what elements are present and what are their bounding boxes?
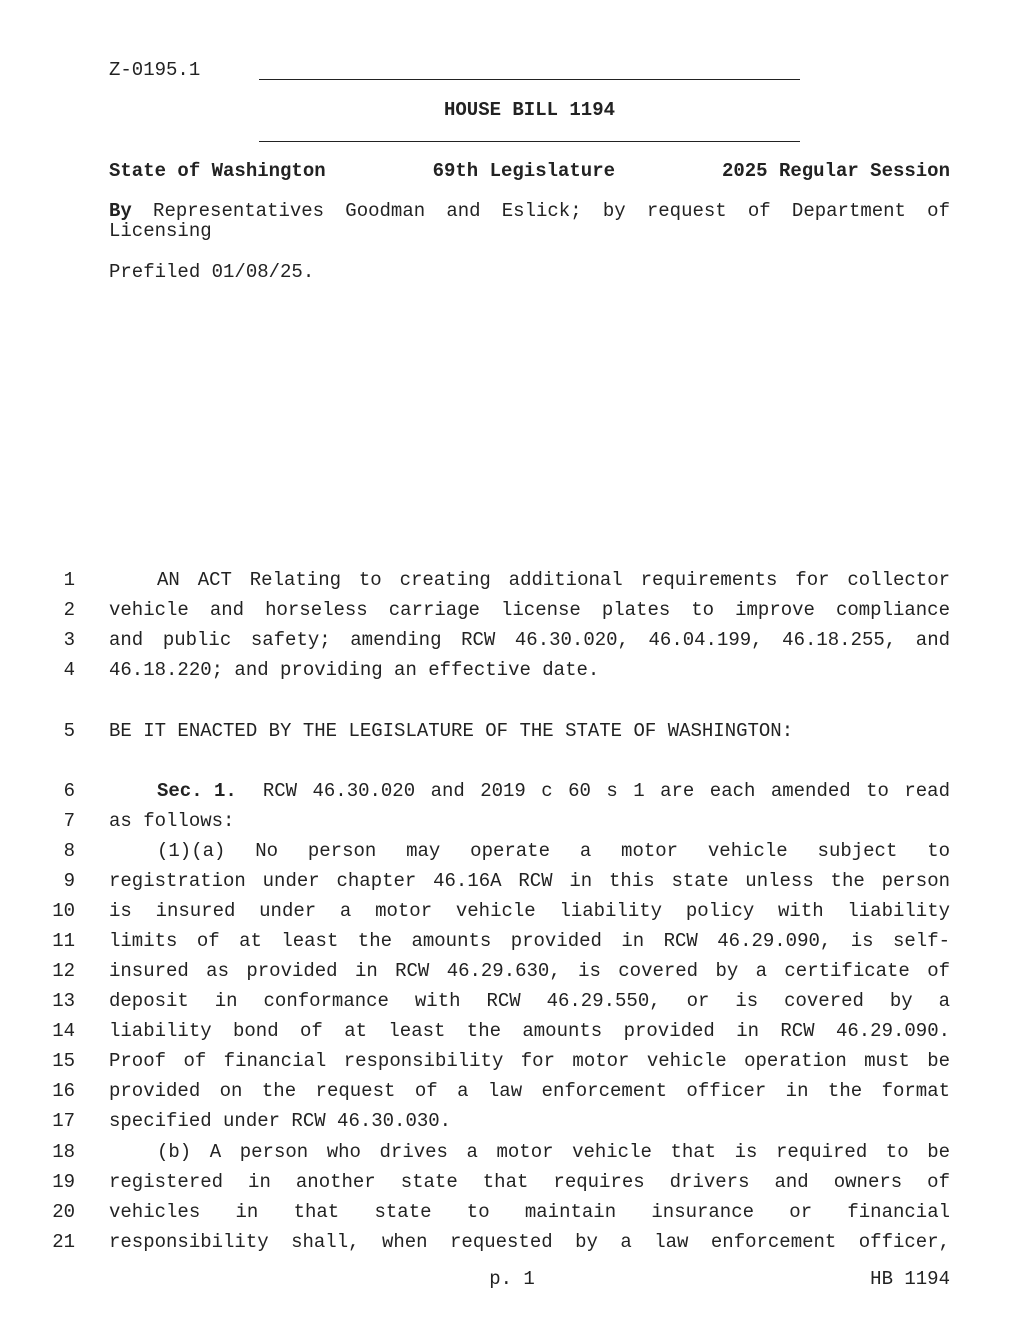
bill-line xyxy=(0,720,1024,750)
line-number: 7 xyxy=(63,810,75,832)
line-text: RCW 46.30.020 and 2019 c 60 s 1 are each amended to read xyxy=(262,780,950,802)
line-text: insured as provided in RCW 46.29.630, is covered by a certificate of xyxy=(109,960,950,982)
bill-line xyxy=(0,900,1024,930)
line-text: (1)(a) No person may operate a motor vehicle subject to xyxy=(157,840,950,862)
page-number: p. 1 xyxy=(489,1268,535,1290)
bill-line xyxy=(0,629,1024,659)
line-text: liability bond of at least the amounts provided in RCW 46.29.090. xyxy=(109,1020,950,1042)
bill-line xyxy=(0,1080,1024,1110)
line-number: 20 xyxy=(52,1201,75,1223)
line-number: 9 xyxy=(63,870,75,892)
line-number: 21 xyxy=(52,1231,75,1253)
bill-line xyxy=(0,960,1024,990)
section-label: Sec. 1. xyxy=(157,780,237,802)
bill-line xyxy=(0,840,1024,870)
bill-line xyxy=(0,1201,1024,1231)
line-number: 10 xyxy=(52,900,75,922)
line-number: 19 xyxy=(52,1171,75,1193)
line-number: 6 xyxy=(63,780,75,802)
line-text: as follows: xyxy=(109,810,235,832)
line-text: 46.18.220; and providing an effective date. xyxy=(109,659,600,681)
line-text: (b) A person who drives a motor vehicle that is required to be xyxy=(157,1141,950,1163)
line-number: 15 xyxy=(52,1050,75,1072)
bill-line xyxy=(0,1050,1024,1080)
enacting-clause: BE IT ENACTED BY THE LEGISLATURE OF THE STATE OF WASHINGTON: xyxy=(109,720,794,742)
line-number: 17 xyxy=(52,1110,75,1132)
session-label: 2025 Regular Session xyxy=(721,160,950,182)
state-label: State of Washington xyxy=(109,160,326,182)
line-text: AN ACT Relating to creating additional requirements for collector xyxy=(157,569,950,591)
bill-line xyxy=(0,810,1024,840)
line-number: 12 xyxy=(52,960,75,982)
line-number: 8 xyxy=(63,840,75,862)
line-number: 2 xyxy=(63,599,75,621)
line-number: 16 xyxy=(52,1080,75,1102)
bill-line xyxy=(0,930,1024,960)
footer-bill-id: HB 1194 xyxy=(870,1268,950,1290)
bill-line xyxy=(0,659,1024,689)
line-text: provided on the request of a law enforcement officer in the format xyxy=(109,1080,950,1102)
bill-line xyxy=(0,780,1024,810)
section-heading-line xyxy=(109,780,950,802)
line-number: 3 xyxy=(63,629,75,651)
line-number: 1 xyxy=(63,569,75,591)
line-number: 11 xyxy=(52,930,75,952)
session-info xyxy=(109,160,950,182)
line-text: is insured under a motor vehicle liability policy with liability xyxy=(109,900,950,922)
line-text: registration under chapter 46.16A RCW in this state unless the person xyxy=(109,870,950,892)
bill-line xyxy=(0,1231,1024,1261)
line-text: vehicle and horseless carriage license plates to improve compliance xyxy=(109,599,950,621)
bill-line xyxy=(0,1020,1024,1050)
sponsor-by: By xyxy=(109,200,132,222)
line-text: deposit in conformance with RCW 46.29.550, or is covered by a xyxy=(109,990,950,1012)
bill-line xyxy=(0,1110,1024,1140)
document-code: Z-0195.1 xyxy=(109,59,201,81)
sponsors xyxy=(109,201,950,241)
title-rule-top xyxy=(259,79,800,80)
line-text: Proof of financial responsibility for motor vehicle operation must be xyxy=(109,1050,950,1072)
line-number: 5 xyxy=(63,720,75,742)
bill-line xyxy=(0,599,1024,629)
bill-line xyxy=(0,569,1024,599)
line-text: limits of at least the amounts provided in RCW 46.29.090, is self- xyxy=(109,930,950,952)
prefiled-date: Prefiled 01/08/25. xyxy=(109,261,315,283)
bill-title: HOUSE BILL 1194 xyxy=(443,99,616,121)
line-text: and public safety; amending RCW 46.30.020, 46.04.199, 46.18.255, and xyxy=(109,629,950,651)
line-number: 13 xyxy=(52,990,75,1012)
line-number: 4 xyxy=(63,659,75,681)
line-number: 14 xyxy=(52,1020,75,1042)
bill-line xyxy=(0,870,1024,900)
legislature-label: 69th Legislature xyxy=(432,160,616,182)
line-text: vehicles in that state to maintain insurance or financial xyxy=(109,1201,950,1223)
title-rule-bottom xyxy=(259,141,800,142)
bill-line xyxy=(0,1171,1024,1201)
bill-line xyxy=(0,990,1024,1020)
bill-line xyxy=(0,1141,1024,1171)
line-text: responsibility shall, when requested by a law enforcement officer, xyxy=(109,1231,950,1253)
line-text: registered in another state that requires drivers and owners of xyxy=(109,1171,950,1193)
line-text: specified under RCW 46.30.030. xyxy=(109,1110,452,1132)
sponsor-text: Representatives Goodman and Eslick; by request of Department of Licensing xyxy=(109,200,950,242)
line-number: 18 xyxy=(52,1141,75,1163)
